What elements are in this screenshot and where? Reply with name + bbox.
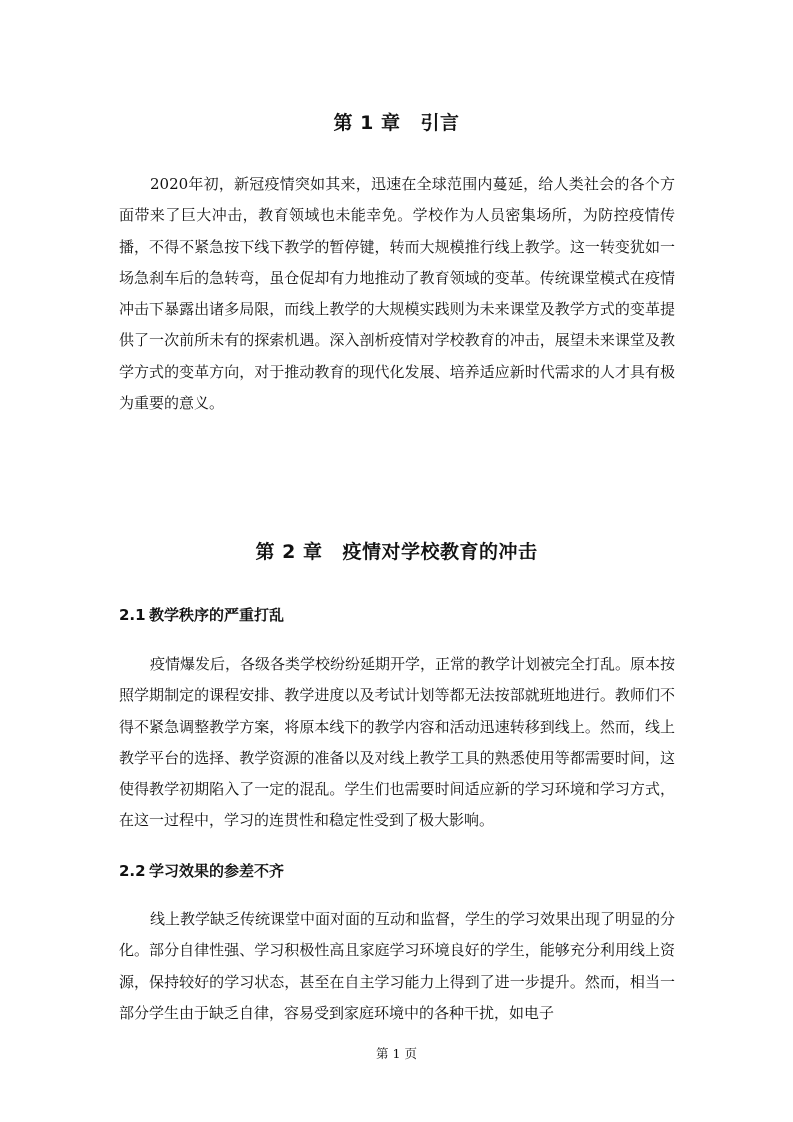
section-2-2-heading (119, 860, 284, 881)
section-2-1-paragraph: 疫情爆发后，各级各类学校纷纷延期开学，正常的教学计划被完全打乱。原本按照学期制定的课程安排、教学进度以及考试计划等都无法按部就班地进行。教师们不得不紧急调整教学方案，将原本线下的教学内容和活动迅速转移到线上。然而，线上教学平台的选择、教学资源的准备以及对线上教学工具的熟悉使用等都需要时间，这使得教学初期陷入了一定的混乱。学生们也需要时间适应新的学习环境和学习方式，在这一过程中，学习的连贯性和稳定性受到了极大影响。 (119, 655, 676, 830)
section-2-1-title: 教学秩序的严重打乱 (149, 606, 285, 624)
chapter-1-heading (0, 108, 793, 135)
chapter-2-heading (0, 537, 793, 564)
section-2-2-title: 学习效果的参差不齐 (149, 862, 285, 880)
chapter-1-number: 第 1 章 (333, 112, 401, 134)
section-2-1-heading (119, 604, 284, 625)
section-2-1-number: 2.1 (119, 606, 146, 624)
section-2-2-paragraph: 线上教学缺乏传统课堂中面对面的互动和监督，学生的学习效果出现了明显的分化。部分自律性强、学习积极性高且家庭学习环境良好的学生，能够充分利用线上资源，保持较好的学习状态，甚至在自主学习能力上得到了进一步提升。然而，相当一部分学生由于缺乏自律，容易受到家庭环境中的各种干扰，如电子 (119, 910, 676, 1022)
chapter-1-paragraph: 2020年初，新冠疫情突如其来，迅速在全球范围内蔓延，给人类社会的各个方面带来了巨大冲击，教育领域也未能幸免。学校作为人员密集场所，为防控疫情传播，不得不紧急按下线下教学的暂停键，转而大规模推行线上教学。这一转变犹如一场急刹车后的急转弯，虽仓促却有力地推动了教育领域的变革。传统课堂模式在疫情冲击下暴露出诸多局限，而线上教学的大规模实践则为未来课堂及教学方式的变革提供了一次前所未有的探索机遇。深入剖析疫情对学校教育的冲击，展望未来课堂及教学方式的变革方向，对于推动教育的现代化发展、培养适应新时代需求的人才具有极为重要的意义。 (119, 175, 675, 413)
chapter-2-number: 第 2 章 (255, 541, 323, 563)
page-number: 第 1 页 (376, 1046, 417, 1061)
section-2-2-number: 2.2 (119, 862, 146, 880)
chapter-2-title: 疫情对学校教育的冲击 (342, 541, 538, 563)
chapter-1-title: 引言 (420, 112, 460, 134)
